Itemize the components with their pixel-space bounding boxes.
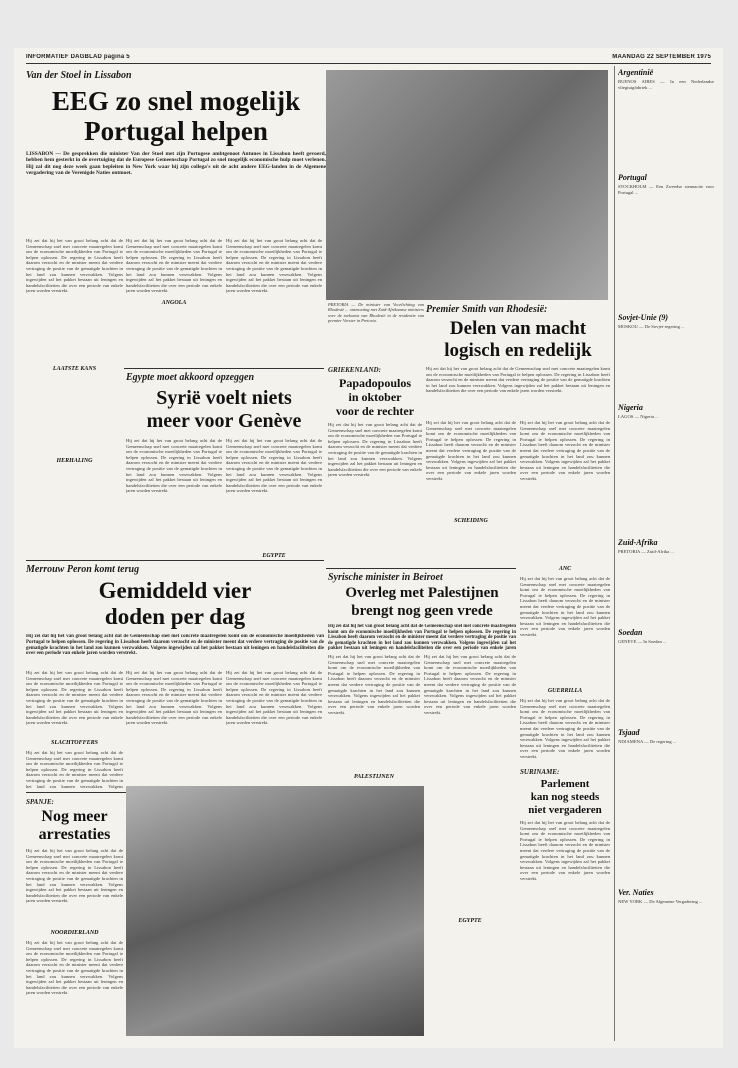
a3-kicker: Premier Smith van Rhodesië: bbox=[426, 304, 548, 315]
a3-headline: Delen van macht logisch en redelijk bbox=[444, 318, 592, 361]
sidebar-country-6: Tsjaad bbox=[618, 728, 640, 737]
a5-kicker: Merrouw Peron komt terug bbox=[26, 564, 140, 575]
a1-lead: LISSABON — De gesprekken die minister Van der Stoel met zijn Portugese ambtgenoot Antunes in Lissabon heeft gevoerd, hebben hem gesterkt in de overtuiging dat de Europese Gemeenschap Portugal zo snel mogelijk economische hulp moet verlenen. Hij zal dit nog deze week gaan bepleiten in New York waar hij zijn collega's uit de acht andere EEG-landen in de Algemene vergadering van de Verenigde Naties ontmoet. bbox=[26, 151, 326, 177]
a5-lead: Hij zei dat hij het van groot belang acht dat de Gemeenschap snel met concrete maatregelen komt om de economische moeilijkheden van Portugal te helpen oplossen. De regering in Lissabon heeft daarom verzocht en de minister meent dat verdere vertraging de positie van de gematigde krachten in het land zou kunnen verzwakken. Volgens ingewijden zal het pakket bestaan uit leningen en handelsfaciliteiten die over een periode van enkele jaren worden verstrekt. bbox=[26, 634, 324, 657]
a2-sub-egypte: EGYPTE bbox=[262, 553, 286, 559]
a1-sub-angola: ANGOLA bbox=[161, 300, 187, 306]
foreign-briefs-sidebar bbox=[618, 68, 714, 1043]
a2-headline: Syrië voelt niets meer voor Genève bbox=[146, 387, 302, 432]
photo-ministers bbox=[326, 70, 608, 300]
a1-col2: Hij zei dat hij het van groot belang acht dat de Gemeenschap snel met concrete maatregelen komt om de economische moeilijkheden van Portugal te helpen oplossen. De regering in Lissabon heeft daarom verzocht en de minister meent dat verdere vertraging de positie van de gematigde krachten in het land zou kunnen verzwakken. Volgens ingewijden zal het pakket bestaan uit leningen en handelsfaciliteiten die over een periode van enkele jaren worden verstrekt. bbox=[126, 238, 222, 294]
a5-col2: Hij zei dat hij het van groot belang acht dat de Gemeenschap snel met concrete maatregelen komt om de economische moeilijkheden van Portugal te helpen oplossen. De regering in Lissabon heeft daarom verzocht en de minister meent dat verdere vertraging de positie van de gematigde krachten in het land zou kunnen verzwakken. Volgens ingewijden zal het pakket bestaan uit leningen en handelsfaciliteiten die over een periode van enkele jaren worden verstrekt. bbox=[126, 670, 222, 726]
a1-sub-herhaling: HERHALING bbox=[56, 458, 93, 464]
newspaper-page bbox=[14, 48, 723, 1048]
sidebar-brief-7: NEW YORK — De Algemene Vergadering ... bbox=[618, 899, 703, 904]
running-head-left: INFORMATIEF DAGBLAD pagina 5 bbox=[26, 54, 130, 60]
a7-sub-palestijnen: PALESTIJNEN bbox=[354, 774, 394, 780]
a3-lead: Hij zei dat hij het van groot belang acht dat de Gemeenschap snel met concrete maatregelen komt om de economische moeilijkheden van Portugal te helpen oplossen. De regering in Lissabon heeft daarom verzocht en de minister meent dat verdere vertraging de positie van de gematigde krachten in het land zou kunnen verzwakken. Volgens ingewijden zal het pakket bestaan uit leningen en handelsfaciliteiten die over een periode van enkele jaren worden verstrekt. bbox=[426, 366, 610, 394]
a5-sub-slachtoffers: SLACHTOFFERS bbox=[51, 740, 98, 746]
a7-headline: Overleg met Palestijnen brengt nog geen vrede bbox=[345, 585, 499, 619]
running-head-right: MAANDAG 22 SEPTEMBER 1975 bbox=[612, 54, 711, 60]
a7-kicker: Syrische minister in Beiroet bbox=[328, 572, 443, 583]
a8-body: Hij zei dat hij het van groot belang acht dat de Gemeenschap snel met concrete maatregelen komt om de economische moeilijkheden van Portugal te helpen oplossen. De regering in Lissabon heeft daarom verzocht en de minister meent dat verdere vertraging de positie van de gematigde krachten in het land zou kunnen verzwakken. Volgens ingewijden zal het pakket bestaan uit leningen en handelsfaciliteiten die over een periode van enkele jaren worden verstrekt. bbox=[520, 820, 610, 881]
a2-col2: Hij zei dat hij het van groot belang acht dat de Gemeenschap snel met concrete maatregelen komt om de economische moeilijkheden van Portugal te helpen oplossen. De regering in Lissabon heeft daarom verzocht en de minister meent dat verdere vertraging de positie van de gematigde krachten in het land zou kunnen verzwakken. Volgens ingewijden zal het pakket bestaan uit leningen en handelsfaciliteiten die over een periode van enkele jaren worden verstrekt. bbox=[226, 438, 322, 494]
a6-kicker: SPANJE: bbox=[26, 798, 54, 806]
a3-sub-anc: ANC bbox=[558, 566, 572, 572]
a1-col3: Hij zei dat hij het van groot belang acht dat de Gemeenschap snel met concrete maatregelen komt om de economische moeilijkheden van Portugal te helpen oplossen. De regering in Lissabon heeft daarom verzocht en de minister meent dat verdere vertraging de positie van de gematigde krachten in het land zou kunnen verzwakken. Volgens ingewijden zal het pakket bestaan uit leningen en handelsfaciliteiten die over een periode van enkele jaren worden verstrekt. bbox=[226, 238, 322, 294]
sidebar-brief-1: STOCKHOLM — Een Zweedse steunactie voor Portugal ... bbox=[618, 184, 714, 195]
sidebar-country-0: Argentinië bbox=[618, 68, 654, 77]
a8-kicker: SURINAME: bbox=[520, 768, 560, 776]
a3-col2: Hij zei dat hij het van groot belang acht dat de Gemeenschap snel met concrete maatregelen komt om de economische moeilijkheden van Portugal te helpen oplossen. De regering in Lissabon heeft daarom verzocht en de minister meent dat verdere vertraging de positie van de gematigde krachten in het land zou kunnen verzwakken. Volgens ingewijden zal het pakket bestaan uit leningen en handelsfaciliteiten die over een periode van enkele jaren worden verstrekt. bbox=[520, 420, 610, 481]
a5-headline: Gemiddeld vier doden per dag bbox=[98, 578, 252, 629]
sidebar-brief-3: LAGOS — Nigeria ... bbox=[618, 414, 659, 419]
a5-col1: Hij zei dat hij het van groot belang acht dat de Gemeenschap snel met concrete maatregelen komt om de economische moeilijkheden van Portugal te helpen oplossen. De regering in Lissabon heeft daarom verzocht en de minister meent dat verdere vertraging de positie van de gematigde krachten in het land zou kunnen verzwakken. Volgens ingewijden zal het pakket bestaan uit leningen en handelsfaciliteiten die over een periode van enkele jaren worden verstrekt. bbox=[26, 670, 123, 726]
a1-headline: EEG zo snel mogelijk Portugal helpen bbox=[51, 86, 301, 146]
a3-col3: Hij zei dat hij het van groot belang acht dat de Gemeenschap snel met concrete maatregelen komt om de economische moeilijkheden van Portugal te helpen oplossen. De regering in Lissabon heeft daarom verzocht en de minister meent dat verdere vertraging de positie van de gematigde krachten in het land zou kunnen verzwakken. Volgens ingewijden zal het pakket bestaan uit leningen en handelsfaciliteiten die over een periode van enkele jaren worden verstrekt. bbox=[520, 576, 610, 637]
sidebar-country-1: Portugal bbox=[618, 173, 647, 182]
a4-body: Hij zei dat hij het van groot belang acht dat de Gemeenschap snel met concrete maatregelen komt om de economische moeilijkheden van Portugal te helpen oplossen. De regering in Lissabon heeft daarom verzocht en de minister meent dat verdere vertraging de positie van de gematigde krachten in het land zou kunnen verzwakken. Volgens ingewijden zal het pakket bestaan uit leningen en handelsfaciliteiten die over een periode van enkele jaren worden verstrekt. bbox=[328, 422, 422, 478]
sidebar-country-5: Soedan bbox=[618, 628, 643, 637]
photo-street-scene bbox=[126, 786, 424, 1036]
a6-body: Hij zei dat hij het van groot belang acht dat de Gemeenschap snel met concrete maatregelen komt om de economische moeilijkheden van Portugal te helpen oplossen. De regering in Lissabon heeft daarom verzocht en de minister meent dat verdere vertraging de positie van de gematigde krachten in het land zou kunnen verzwakken. Volgens ingewijden zal het pakket bestaan uit leningen en handelsfaciliteiten die over een periode van enkele jaren worden verstrekt. bbox=[26, 848, 123, 904]
sidebar-brief-5: GENEVE — In Soedan ... bbox=[618, 639, 667, 644]
a4-headline: Papadopoulos in oktober voor de rechter bbox=[335, 376, 415, 418]
a3-col3b: Hij zei dat hij het van groot belang acht dat de Gemeenschap snel met concrete maatregelen komt om de economische moeilijkheden van Portugal te helpen oplossen. De regering in Lissabon heeft daarom verzocht en de minister meent dat verdere vertraging de positie van de gematigde krachten in het land zou kunnen verzwakken. Volgens ingewijden zal het pakket bestaan uit leningen en handelsfaciliteiten die over een periode van enkele jaren worden verstrekt. bbox=[520, 698, 610, 759]
a2-col1: Hij zei dat hij het van groot belang acht dat de Gemeenschap snel met concrete maatregelen komt om de economische moeilijkheden van Portugal te helpen oplossen. De regering in Lissabon heeft daarom verzocht en de minister meent dat verdere vertraging de positie van de gematigde krachten in het land zou kunnen verzwakken. Volgens ingewijden zal het pakket bestaan uit leningen en handelsfaciliteiten die over een periode van enkele jaren worden verstrekt. bbox=[126, 438, 222, 494]
a3-sub-guerrilla: GUERRILLA bbox=[547, 688, 583, 694]
a6-headline: Nog meer arrestaties bbox=[38, 808, 111, 843]
a4-kicker: GRIEKENLAND: bbox=[328, 366, 381, 374]
photo1-caption: PRETORIA — De minister van Voorlichting van Rhodesië ... ontmoeting met Zuid-Afrikaanse ministers over de toekomst van Rhodesië in de residentie van premier Vorster in Pretoria. bbox=[328, 302, 424, 324]
sidebar-brief-0: BUENOS AIRES — In een Nederlandse vliegtuigfabriek ... bbox=[618, 79, 714, 90]
a1-col1: Hij zei dat hij het van groot belang acht dat de Gemeenschap snel met concrete maatregelen komt om de economische moeilijkheden van Portugal te helpen oplossen. De regering in Lissabon heeft daarom verzocht en de minister meent dat verdere vertraging de positie van de gematigde krachten in het land zou kunnen verzwakken. Volgens ingewijden zal het pakket bestaan uit leningen en handelsfaciliteiten die over een periode van enkele jaren worden verstrekt. bbox=[26, 238, 123, 294]
sidebar-brief-6: NDJAMENA — De regering ... bbox=[618, 739, 677, 744]
sidebar-country-4: Zuid-Afrika bbox=[618, 538, 658, 547]
a6-sub-noordierland: NOORDIERLAND bbox=[50, 930, 99, 936]
sidebar-country-7: Ver. Naties bbox=[618, 888, 654, 897]
a7-col1: Hij zei dat hij het van groot belang acht dat de Gemeenschap snel met concrete maatregelen komt om de economische moeilijkheden van Portugal te helpen oplossen. De regering in Lissabon heeft daarom verzocht en de minister meent dat verdere vertraging de positie van de gematigde krachten in het land zou kunnen verzwakken. Volgens ingewijden zal het pakket bestaan uit leningen en handelsfaciliteiten die over een periode van enkele jaren worden verstrekt. bbox=[328, 654, 420, 715]
a2-kicker: Egypte moet akkoord opzeggen bbox=[126, 372, 255, 383]
sidebar-brief-4: PRETORIA — Zuid-Afrika ... bbox=[618, 549, 674, 554]
a7-sub-egypte: EGYPTE bbox=[458, 918, 482, 924]
a6-body2: Hij zei dat hij het van groot belang acht dat de Gemeenschap snel met concrete maatregelen komt om de economische moeilijkheden van Portugal te helpen oplossen. De regering in Lissabon heeft daarom verzocht en de minister meent dat verdere vertraging de positie van de gematigde krachten in het land zou kunnen verzwakken. Volgens ingewijden zal het pakket bestaan uit leningen en handelsfaciliteiten die over een periode van enkele jaren worden verstrekt. bbox=[26, 940, 123, 996]
a1-kicker: Van der Stoel in Lissabon bbox=[26, 70, 132, 81]
sidebar-brief-2: MOSKOU — De Sovjet-regering ... bbox=[618, 324, 685, 329]
a5-col1b: Hij zei dat hij het van groot belang acht dat de Gemeenschap snel met concrete maatregelen komt om de economische moeilijkheden van Portugal te helpen oplossen. De regering in Lissabon heeft daarom verzocht en de minister meent dat verdere vertraging de positie van de gematigde krachten in het land zou kunnen verzwakken. Volgens bbox=[26, 750, 123, 789]
a3-col1: Hij zei dat hij het van groot belang acht dat de Gemeenschap snel met concrete maatregelen komt om de economische moeilijkheden van Portugal te helpen oplossen. De regering in Lissabon heeft daarom verzocht en de minister meent dat verdere vertraging de positie van de gematigde krachten in het land zou kunnen verzwakken. Volgens ingewijden zal het pakket bestaan uit leningen en handelsfaciliteiten die over een periode van enkele jaren worden verstrekt. bbox=[426, 420, 516, 481]
a1-sub-laatste: LAATSTE KANS bbox=[52, 366, 97, 372]
a3-sub-scheiding: SCHEIDING bbox=[454, 518, 488, 524]
a8-headline: Parlement kan nog steeds niet vergaderen bbox=[528, 778, 602, 816]
a7-lead: Hij zei dat hij het van groot belang acht dat de Gemeenschap snel met concrete maatregelen komt om de economische moeilijkheden van Portugal te helpen oplossen. De regering in Lissabon heeft daarom verzocht en de minister meent dat verdere vertraging de positie van de gematigde krachten in het land zou kunnen verzwakken. Volgens ingewijden zal het pakket bestaan uit leningen en handelsfaciliteiten die over een periode van enkele jaren bbox=[328, 624, 516, 650]
a7-col2: Hij zei dat hij het van groot belang acht dat de Gemeenschap snel met concrete maatregelen komt om de economische moeilijkheden van Portugal te helpen oplossen. De regering in Lissabon heeft daarom verzocht en de minister meent dat verdere vertraging de positie van de gematigde krachten in het land zou kunnen verzwakken. Volgens ingewijden zal het pakket bestaan uit leningen en handelsfaciliteiten die over een periode van enkele jaren worden verstrekt. bbox=[424, 654, 516, 715]
sidebar-country-3: Nigeria bbox=[618, 403, 643, 412]
a5-col3: Hij zei dat hij het van groot belang acht dat de Gemeenschap snel met concrete maatregelen komt om de economische moeilijkheden van Portugal te helpen oplossen. De regering in Lissabon heeft daarom verzocht en de minister meent dat verdere vertraging de positie van de gematigde krachten in het land zou kunnen verzwakken. Volgens ingewijden zal het pakket bestaan uit leningen en handelsfaciliteiten die over een periode van enkele jaren worden verstrekt. bbox=[226, 670, 322, 726]
sidebar-country-2: Sovjet-Unie (9) bbox=[618, 313, 668, 322]
